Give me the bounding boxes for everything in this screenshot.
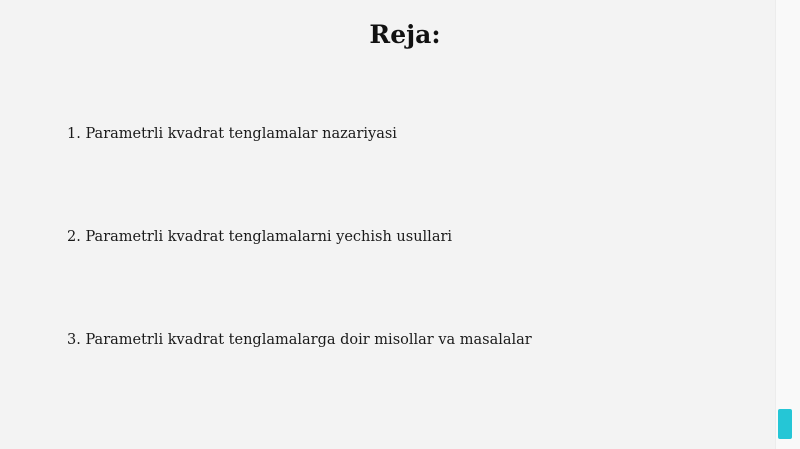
vertical-scrollbar[interactable] [775, 0, 800, 449]
outline-item-3: 3. Parametrli kvadrat tenglamalarga doir misollar va masalalar [67, 332, 532, 348]
scrollbar-thumb[interactable] [778, 409, 792, 439]
slide-title: Reja: [369, 20, 441, 49]
outline-item-2: 2. Parametrli kvadrat tenglamalarni yechish usullari [67, 229, 453, 245]
outline-item-1: 1. Parametrli kvadrat tenglamalar nazariyasi [67, 126, 397, 142]
